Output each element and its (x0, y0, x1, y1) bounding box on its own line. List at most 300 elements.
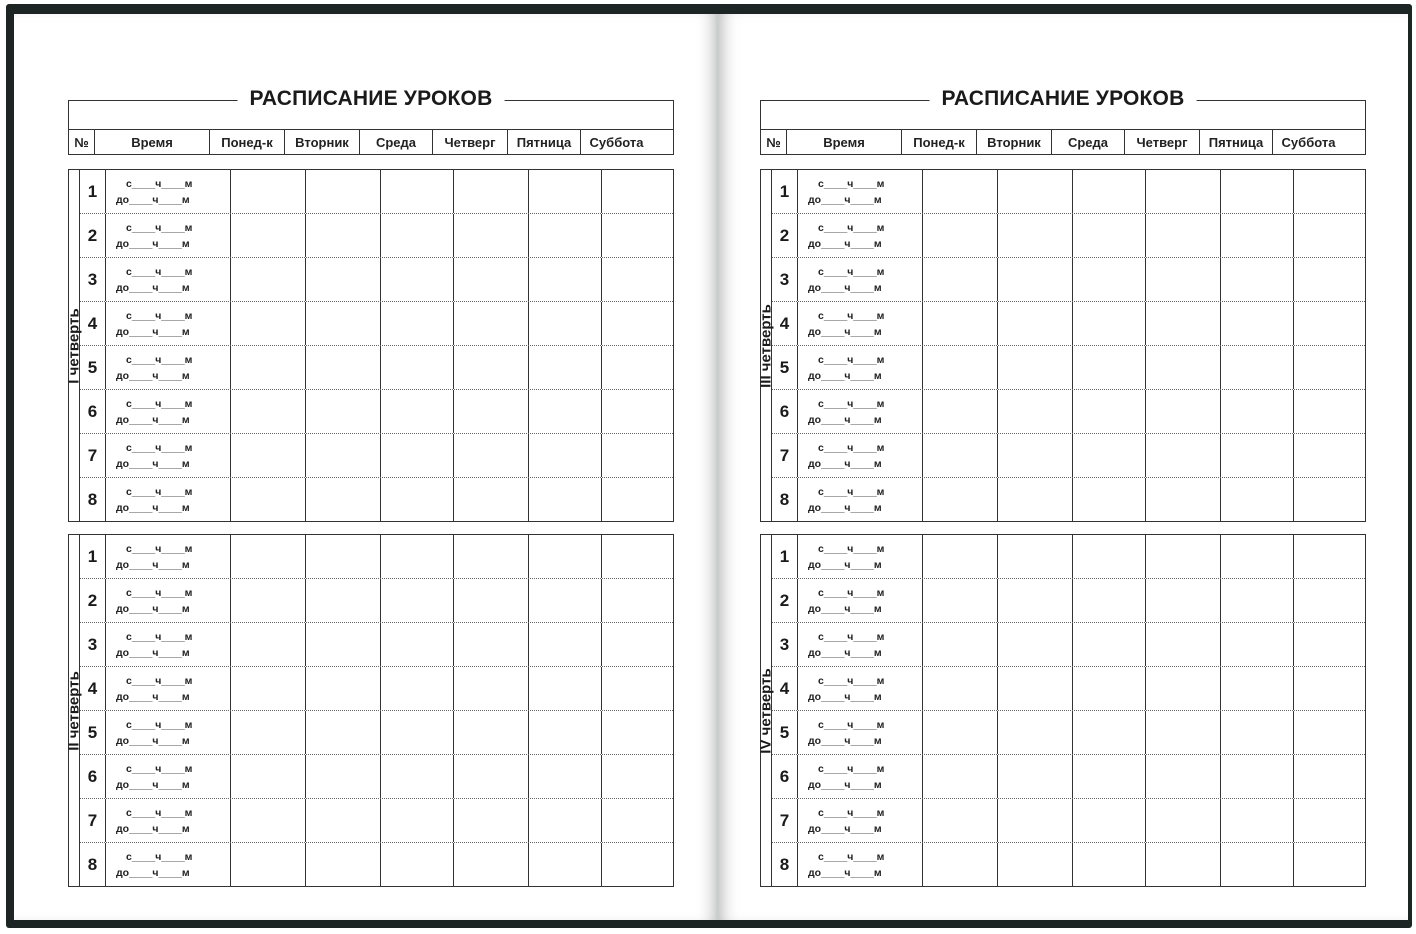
lesson-row (772, 477, 1365, 521)
lesson-cell-thursday[interactable] (1145, 579, 1220, 622)
lesson-cell-tuesday[interactable] (305, 258, 380, 301)
lesson-cell-monday[interactable] (922, 799, 997, 842)
lesson-cell-friday[interactable] (528, 346, 601, 389)
quarter-label: I четверть (65, 307, 83, 384)
lesson-cell-tuesday[interactable] (997, 579, 1072, 622)
lesson-cell-monday[interactable] (922, 258, 997, 301)
lesson-cell-wednesday[interactable] (1072, 711, 1145, 754)
lesson-cell-monday[interactable] (922, 623, 997, 666)
lesson-cell-thursday[interactable] (453, 346, 528, 389)
lesson-cell-monday[interactable] (922, 390, 997, 433)
lesson-cell-tuesday[interactable] (305, 535, 380, 578)
lesson-time-cell[interactable] (105, 667, 230, 710)
lesson-cell-wednesday[interactable] (1072, 302, 1145, 345)
lesson-cell-thursday[interactable] (453, 170, 528, 213)
lesson-cell-saturday[interactable] (601, 390, 673, 433)
lesson-rows (772, 170, 1365, 521)
lesson-cell-monday[interactable] (230, 258, 305, 301)
lesson-cell-thursday[interactable] (453, 843, 528, 886)
lesson-row (80, 170, 673, 213)
time-to: до____ч____м (116, 866, 190, 879)
lesson-number: 4 (779, 678, 790, 698)
lesson-cell-friday[interactable] (528, 478, 601, 521)
lesson-cell-monday[interactable] (230, 434, 305, 477)
lesson-cell-saturday[interactable] (601, 478, 673, 521)
lesson-cell-tuesday[interactable] (997, 170, 1072, 213)
lesson-cell-wednesday[interactable] (380, 667, 453, 710)
lesson-cell-monday[interactable] (922, 755, 997, 798)
lesson-time-cell[interactable] (797, 667, 922, 710)
lesson-number: 5 (779, 722, 790, 742)
lesson-cell-saturday[interactable] (1293, 843, 1365, 886)
lesson-cell-thursday[interactable] (453, 755, 528, 798)
lesson-row (80, 257, 673, 301)
title-frame (68, 87, 674, 129)
lesson-cell-friday[interactable] (1220, 258, 1293, 301)
lesson-time-cell[interactable] (797, 258, 922, 301)
lesson-cell-wednesday[interactable] (1072, 170, 1145, 213)
lesson-cell-wednesday[interactable] (380, 843, 453, 886)
lesson-cell-friday[interactable] (528, 535, 601, 578)
lesson-cell-wednesday[interactable] (1072, 535, 1145, 578)
quarter-label-cell (757, 170, 775, 521)
lesson-row (80, 477, 673, 521)
lesson-cell-saturday[interactable] (1293, 346, 1365, 389)
time-from: с____ч____м (126, 265, 193, 278)
lesson-time-cell[interactable] (105, 535, 230, 578)
time-to: до____ч____м (116, 237, 190, 250)
lesson-cell-wednesday[interactable] (380, 346, 453, 389)
lesson-cell-friday[interactable] (528, 623, 601, 666)
lesson-cell-wednesday[interactable] (380, 478, 453, 521)
lesson-cell-saturday[interactable] (601, 711, 673, 754)
lesson-cell-monday[interactable] (230, 346, 305, 389)
lesson-cell-wednesday[interactable] (1072, 390, 1145, 433)
lesson-cell-wednesday[interactable] (1072, 258, 1145, 301)
lesson-cell-thursday[interactable] (453, 214, 528, 257)
lesson-cell-tuesday[interactable] (997, 478, 1072, 521)
col-header-wednesday: Среда (1051, 130, 1124, 154)
lesson-cell-thursday[interactable] (1145, 799, 1220, 842)
time-to: до____ч____м (808, 501, 882, 514)
lesson-time-cell[interactable] (797, 843, 922, 886)
lesson-cell-wednesday[interactable] (1072, 346, 1145, 389)
page-title: РАСПИСАНИЕ УРОКОВ (930, 87, 1197, 111)
quarter-label-cell (65, 535, 83, 886)
time-to: до____ч____м (116, 457, 190, 470)
lesson-cell-monday[interactable] (230, 799, 305, 842)
lesson-cell-tuesday[interactable] (305, 843, 380, 886)
time-from: с____ч____м (818, 265, 885, 278)
lesson-cell-friday[interactable] (1220, 214, 1293, 257)
lesson-cell-wednesday[interactable] (1072, 434, 1145, 477)
lesson-cell-saturday[interactable] (1293, 535, 1365, 578)
left-page (14, 14, 718, 920)
lesson-cell-monday[interactable] (922, 579, 997, 622)
col-header-time: Время (94, 130, 209, 154)
lesson-time-cell[interactable] (105, 390, 230, 433)
lesson-cell-tuesday[interactable] (305, 478, 380, 521)
col-header-tuesday: Вторник (284, 130, 359, 154)
time-from: с____ч____м (126, 485, 193, 498)
lesson-cell-friday[interactable] (528, 214, 601, 257)
lesson-cell-thursday[interactable] (1145, 346, 1220, 389)
lesson-cell-saturday[interactable] (1293, 390, 1365, 433)
lesson-cell-friday[interactable] (1220, 390, 1293, 433)
quarter-label: II четверть (65, 670, 83, 751)
lesson-cell-monday[interactable] (230, 667, 305, 710)
lesson-cell-friday[interactable] (1220, 535, 1293, 578)
lesson-cell-saturday[interactable] (1293, 434, 1365, 477)
lesson-row (772, 798, 1365, 842)
lesson-cell-tuesday[interactable] (997, 799, 1072, 842)
lesson-time-cell[interactable] (797, 302, 922, 345)
lesson-time-cell[interactable] (105, 711, 230, 754)
lesson-cell-saturday[interactable] (601, 579, 673, 622)
lesson-cell-thursday[interactable] (453, 711, 528, 754)
lesson-cell-monday[interactable] (922, 214, 997, 257)
lesson-cell-saturday[interactable] (601, 346, 673, 389)
lesson-row (772, 301, 1365, 345)
lesson-cell-wednesday[interactable] (380, 623, 453, 666)
lesson-row (80, 622, 673, 666)
lesson-cell-thursday[interactable] (453, 258, 528, 301)
lesson-cell-saturday[interactable] (1293, 755, 1365, 798)
lesson-cell-friday[interactable] (528, 302, 601, 345)
lesson-cell-thursday[interactable] (453, 579, 528, 622)
lesson-cell-wednesday[interactable] (380, 799, 453, 842)
lesson-cell-thursday[interactable] (1145, 711, 1220, 754)
lesson-cell-friday[interactable] (1220, 579, 1293, 622)
quarter-block (757, 169, 1366, 522)
time-to: до____ч____м (808, 457, 882, 470)
lesson-cell-thursday[interactable] (453, 623, 528, 666)
lesson-cell-tuesday[interactable] (997, 535, 1072, 578)
time-to: до____ч____м (116, 734, 190, 747)
lesson-cell-friday[interactable] (528, 170, 601, 213)
time-from: с____ч____м (126, 630, 193, 643)
time-from: с____ч____м (818, 353, 885, 366)
lesson-cell-friday[interactable] (528, 258, 601, 301)
lesson-cell-saturday[interactable] (601, 535, 673, 578)
lesson-cell-wednesday[interactable] (380, 214, 453, 257)
lesson-time-cell[interactable] (105, 799, 230, 842)
lesson-cell-tuesday[interactable] (997, 755, 1072, 798)
lesson-cell-wednesday[interactable] (1072, 755, 1145, 798)
lesson-cell-friday[interactable] (528, 579, 601, 622)
lesson-cell-wednesday[interactable] (1072, 799, 1145, 842)
lesson-cell-thursday[interactable] (1145, 667, 1220, 710)
lesson-row (772, 842, 1365, 886)
time-from: с____ч____м (818, 309, 885, 322)
lesson-cell-saturday[interactable] (1293, 799, 1365, 842)
lesson-cell-tuesday[interactable] (997, 302, 1072, 345)
lesson-cell-monday[interactable] (922, 843, 997, 886)
lesson-cell-saturday[interactable] (1293, 711, 1365, 754)
lesson-time-cell[interactable] (105, 170, 230, 213)
lesson-time-cell[interactable] (105, 755, 230, 798)
lesson-time-cell[interactable] (105, 346, 230, 389)
lesson-cell-thursday[interactable] (1145, 302, 1220, 345)
lesson-cell-tuesday[interactable] (997, 346, 1072, 389)
lesson-cell-saturday[interactable] (601, 843, 673, 886)
quarter-label-cell (757, 535, 775, 886)
lesson-cell-friday[interactable] (528, 434, 601, 477)
lesson-time-cell[interactable] (797, 434, 922, 477)
lesson-cell-saturday[interactable] (601, 302, 673, 345)
lesson-cell-wednesday[interactable] (1072, 623, 1145, 666)
lesson-cell-wednesday[interactable] (380, 390, 453, 433)
lesson-cell-thursday[interactable] (1145, 623, 1220, 666)
lesson-cell-tuesday[interactable] (305, 170, 380, 213)
lesson-time-cell[interactable] (797, 346, 922, 389)
lesson-time-cell[interactable] (797, 579, 922, 622)
lesson-cell-wednesday[interactable] (380, 434, 453, 477)
lesson-time-cell[interactable] (105, 258, 230, 301)
lesson-cell-monday[interactable] (230, 623, 305, 666)
lesson-cell-wednesday[interactable] (380, 258, 453, 301)
lesson-cell-wednesday[interactable] (380, 755, 453, 798)
col-header-time: Время (786, 130, 901, 154)
quarter-label: III четверть (757, 303, 775, 388)
lesson-cell-monday[interactable] (230, 478, 305, 521)
lesson-cell-saturday[interactable] (601, 258, 673, 301)
lesson-number: 3 (779, 634, 790, 654)
lesson-cell-friday[interactable] (1220, 711, 1293, 754)
lesson-cell-wednesday[interactable] (1072, 579, 1145, 622)
time-to: до____ч____м (116, 281, 190, 294)
lesson-cell-wednesday[interactable] (1072, 667, 1145, 710)
lesson-cell-saturday[interactable] (601, 623, 673, 666)
lesson-time-cell[interactable] (797, 623, 922, 666)
lesson-cell-friday[interactable] (1220, 623, 1293, 666)
lesson-cell-tuesday[interactable] (305, 623, 380, 666)
lesson-cell-saturday[interactable] (1293, 667, 1365, 710)
lesson-time-cell[interactable] (105, 623, 230, 666)
lesson-cell-tuesday[interactable] (997, 711, 1072, 754)
lesson-time-cell[interactable] (105, 214, 230, 257)
lesson-cell-saturday[interactable] (1293, 623, 1365, 666)
lesson-cell-saturday[interactable] (1293, 214, 1365, 257)
lesson-cell-monday[interactable] (230, 535, 305, 578)
lesson-cell-monday[interactable] (922, 478, 997, 521)
lesson-cell-tuesday[interactable] (997, 258, 1072, 301)
lesson-time-cell[interactable] (797, 478, 922, 521)
lesson-cell-tuesday[interactable] (305, 711, 380, 754)
lesson-cell-thursday[interactable] (1145, 434, 1220, 477)
lesson-cell-monday[interactable] (230, 755, 305, 798)
quarter-block (65, 534, 674, 887)
lesson-cell-wednesday[interactable] (380, 170, 453, 213)
lesson-cell-thursday[interactable] (453, 799, 528, 842)
lesson-cell-thursday[interactable] (1145, 755, 1220, 798)
lesson-cell-saturday[interactable] (601, 799, 673, 842)
lesson-cell-monday[interactable] (922, 434, 997, 477)
lesson-cell-thursday[interactable] (1145, 390, 1220, 433)
lesson-cell-tuesday[interactable] (305, 346, 380, 389)
lesson-cell-friday[interactable] (1220, 843, 1293, 886)
lesson-time-cell[interactable] (105, 478, 230, 521)
lesson-cell-monday[interactable] (922, 170, 997, 213)
lesson-cell-friday[interactable] (1220, 346, 1293, 389)
lesson-cell-tuesday[interactable] (997, 214, 1072, 257)
lesson-cell-thursday[interactable] (453, 390, 528, 433)
column-header-row (68, 129, 674, 155)
lesson-cell-thursday[interactable] (1145, 478, 1220, 521)
lesson-cell-tuesday[interactable] (997, 843, 1072, 886)
time-from: с____ч____м (126, 762, 193, 775)
lesson-cell-monday[interactable] (922, 535, 997, 578)
lesson-cell-monday[interactable] (922, 346, 997, 389)
lesson-time-cell[interactable] (797, 390, 922, 433)
lesson-row (80, 213, 673, 257)
lesson-cell-friday[interactable] (528, 755, 601, 798)
lesson-time-cell[interactable] (105, 434, 230, 477)
time-from: с____ч____м (818, 485, 885, 498)
lesson-cell-monday[interactable] (230, 579, 305, 622)
lesson-number: 5 (87, 722, 98, 742)
lesson-cell-saturday[interactable] (601, 667, 673, 710)
lesson-cell-tuesday[interactable] (305, 302, 380, 345)
lesson-cell-monday[interactable] (230, 843, 305, 886)
lesson-cell-wednesday[interactable] (380, 535, 453, 578)
lesson-cell-thursday[interactable] (1145, 214, 1220, 257)
lesson-cell-monday[interactable] (922, 667, 997, 710)
lesson-cell-friday[interactable] (1220, 755, 1293, 798)
time-to: до____ч____м (808, 778, 882, 791)
lesson-cell-friday[interactable] (528, 711, 601, 754)
lesson-cell-tuesday[interactable] (305, 579, 380, 622)
time-to: до____ч____м (808, 602, 882, 615)
lesson-cell-saturday[interactable] (601, 214, 673, 257)
lesson-cell-saturday[interactable] (1293, 478, 1365, 521)
lesson-cell-monday[interactable] (922, 711, 997, 754)
lesson-cell-saturday[interactable] (1293, 258, 1365, 301)
lesson-cell-saturday[interactable] (1293, 170, 1365, 213)
lesson-time-cell[interactable] (797, 170, 922, 213)
lesson-cell-friday[interactable] (1220, 302, 1293, 345)
lesson-row (772, 257, 1365, 301)
lesson-number: 7 (779, 445, 790, 465)
time-from: с____ч____м (818, 397, 885, 410)
time-to: до____ч____м (116, 646, 190, 659)
lesson-cell-monday[interactable] (230, 302, 305, 345)
lesson-cell-monday[interactable] (922, 302, 997, 345)
col-header-monday: Понед-к (209, 130, 284, 154)
lesson-cell-wednesday[interactable] (1072, 478, 1145, 521)
lesson-cell-thursday[interactable] (453, 434, 528, 477)
lesson-number: 2 (779, 225, 790, 245)
lesson-cell-friday[interactable] (1220, 478, 1293, 521)
lesson-cell-friday[interactable] (528, 390, 601, 433)
time-to: до____ч____м (116, 369, 190, 382)
lesson-rows (772, 535, 1365, 886)
lesson-cell-thursday[interactable] (453, 478, 528, 521)
col-header-number: № (74, 134, 89, 150)
lesson-cell-friday[interactable] (1220, 799, 1293, 842)
lesson-cell-monday[interactable] (230, 214, 305, 257)
lesson-cell-tuesday[interactable] (305, 667, 380, 710)
time-from: с____ч____м (126, 353, 193, 366)
lesson-cell-wednesday[interactable] (1072, 214, 1145, 257)
lesson-cell-friday[interactable] (528, 799, 601, 842)
lesson-cell-monday[interactable] (230, 711, 305, 754)
lesson-row (772, 666, 1365, 710)
lesson-cell-saturday[interactable] (601, 434, 673, 477)
lesson-cell-saturday[interactable] (601, 755, 673, 798)
lesson-cell-monday[interactable] (230, 390, 305, 433)
time-to: до____ч____м (116, 822, 190, 835)
col-header-thursday: Четверг (1124, 130, 1199, 154)
lesson-cell-thursday[interactable] (1145, 170, 1220, 213)
lesson-cell-wednesday[interactable] (380, 711, 453, 754)
time-to: до____ч____м (808, 413, 882, 426)
lesson-cell-tuesday[interactable] (305, 390, 380, 433)
lesson-time-cell[interactable] (797, 711, 922, 754)
time-from: с____ч____м (818, 674, 885, 687)
time-to: до____ч____м (116, 193, 190, 206)
lesson-cell-tuesday[interactable] (997, 434, 1072, 477)
lesson-time-cell[interactable] (797, 799, 922, 842)
lesson-cell-wednesday[interactable] (380, 302, 453, 345)
lesson-cell-tuesday[interactable] (305, 214, 380, 257)
lesson-number: 7 (779, 810, 790, 830)
lesson-cell-tuesday[interactable] (305, 755, 380, 798)
time-to: до____ч____м (808, 690, 882, 703)
lesson-cell-thursday[interactable] (453, 302, 528, 345)
lesson-cell-tuesday[interactable] (997, 667, 1072, 710)
lesson-time-cell[interactable] (797, 214, 922, 257)
lesson-cell-monday[interactable] (230, 170, 305, 213)
lesson-time-cell[interactable] (105, 843, 230, 886)
lesson-cell-saturday[interactable] (601, 170, 673, 213)
lesson-cell-tuesday[interactable] (997, 390, 1072, 433)
lesson-cell-friday[interactable] (528, 667, 601, 710)
time-from: с____ч____м (818, 177, 885, 190)
lesson-cell-friday[interactable] (1220, 170, 1293, 213)
lesson-cell-saturday[interactable] (1293, 579, 1365, 622)
lesson-cell-friday[interactable] (1220, 434, 1293, 477)
lesson-cell-friday[interactable] (528, 843, 601, 886)
time-from: с____ч____м (818, 221, 885, 234)
time-from: с____ч____м (818, 441, 885, 454)
lesson-time-cell[interactable] (797, 755, 922, 798)
time-from: с____ч____м (126, 806, 193, 819)
lesson-cell-tuesday[interactable] (997, 623, 1072, 666)
lesson-time-cell[interactable] (105, 579, 230, 622)
lesson-cell-thursday[interactable] (1145, 535, 1220, 578)
lesson-row (772, 535, 1365, 578)
col-header-saturday: Суббота (580, 130, 652, 154)
lesson-cell-friday[interactable] (1220, 667, 1293, 710)
lesson-time-cell[interactable] (105, 302, 230, 345)
lesson-cell-saturday[interactable] (1293, 302, 1365, 345)
lesson-cell-wednesday[interactable] (1072, 843, 1145, 886)
lesson-cell-wednesday[interactable] (380, 579, 453, 622)
lesson-cell-tuesday[interactable] (305, 434, 380, 477)
lesson-number: 7 (87, 445, 98, 465)
quarter-block (65, 169, 674, 522)
lesson-number: 1 (779, 181, 790, 201)
lesson-cell-thursday[interactable] (1145, 843, 1220, 886)
lesson-number: 2 (779, 590, 790, 610)
lesson-cell-thursday[interactable] (1145, 258, 1220, 301)
lesson-cell-thursday[interactable] (453, 667, 528, 710)
lesson-number: 8 (87, 854, 98, 874)
lesson-cell-thursday[interactable] (453, 535, 528, 578)
lesson-cell-tuesday[interactable] (305, 799, 380, 842)
lesson-time-cell[interactable] (797, 535, 922, 578)
